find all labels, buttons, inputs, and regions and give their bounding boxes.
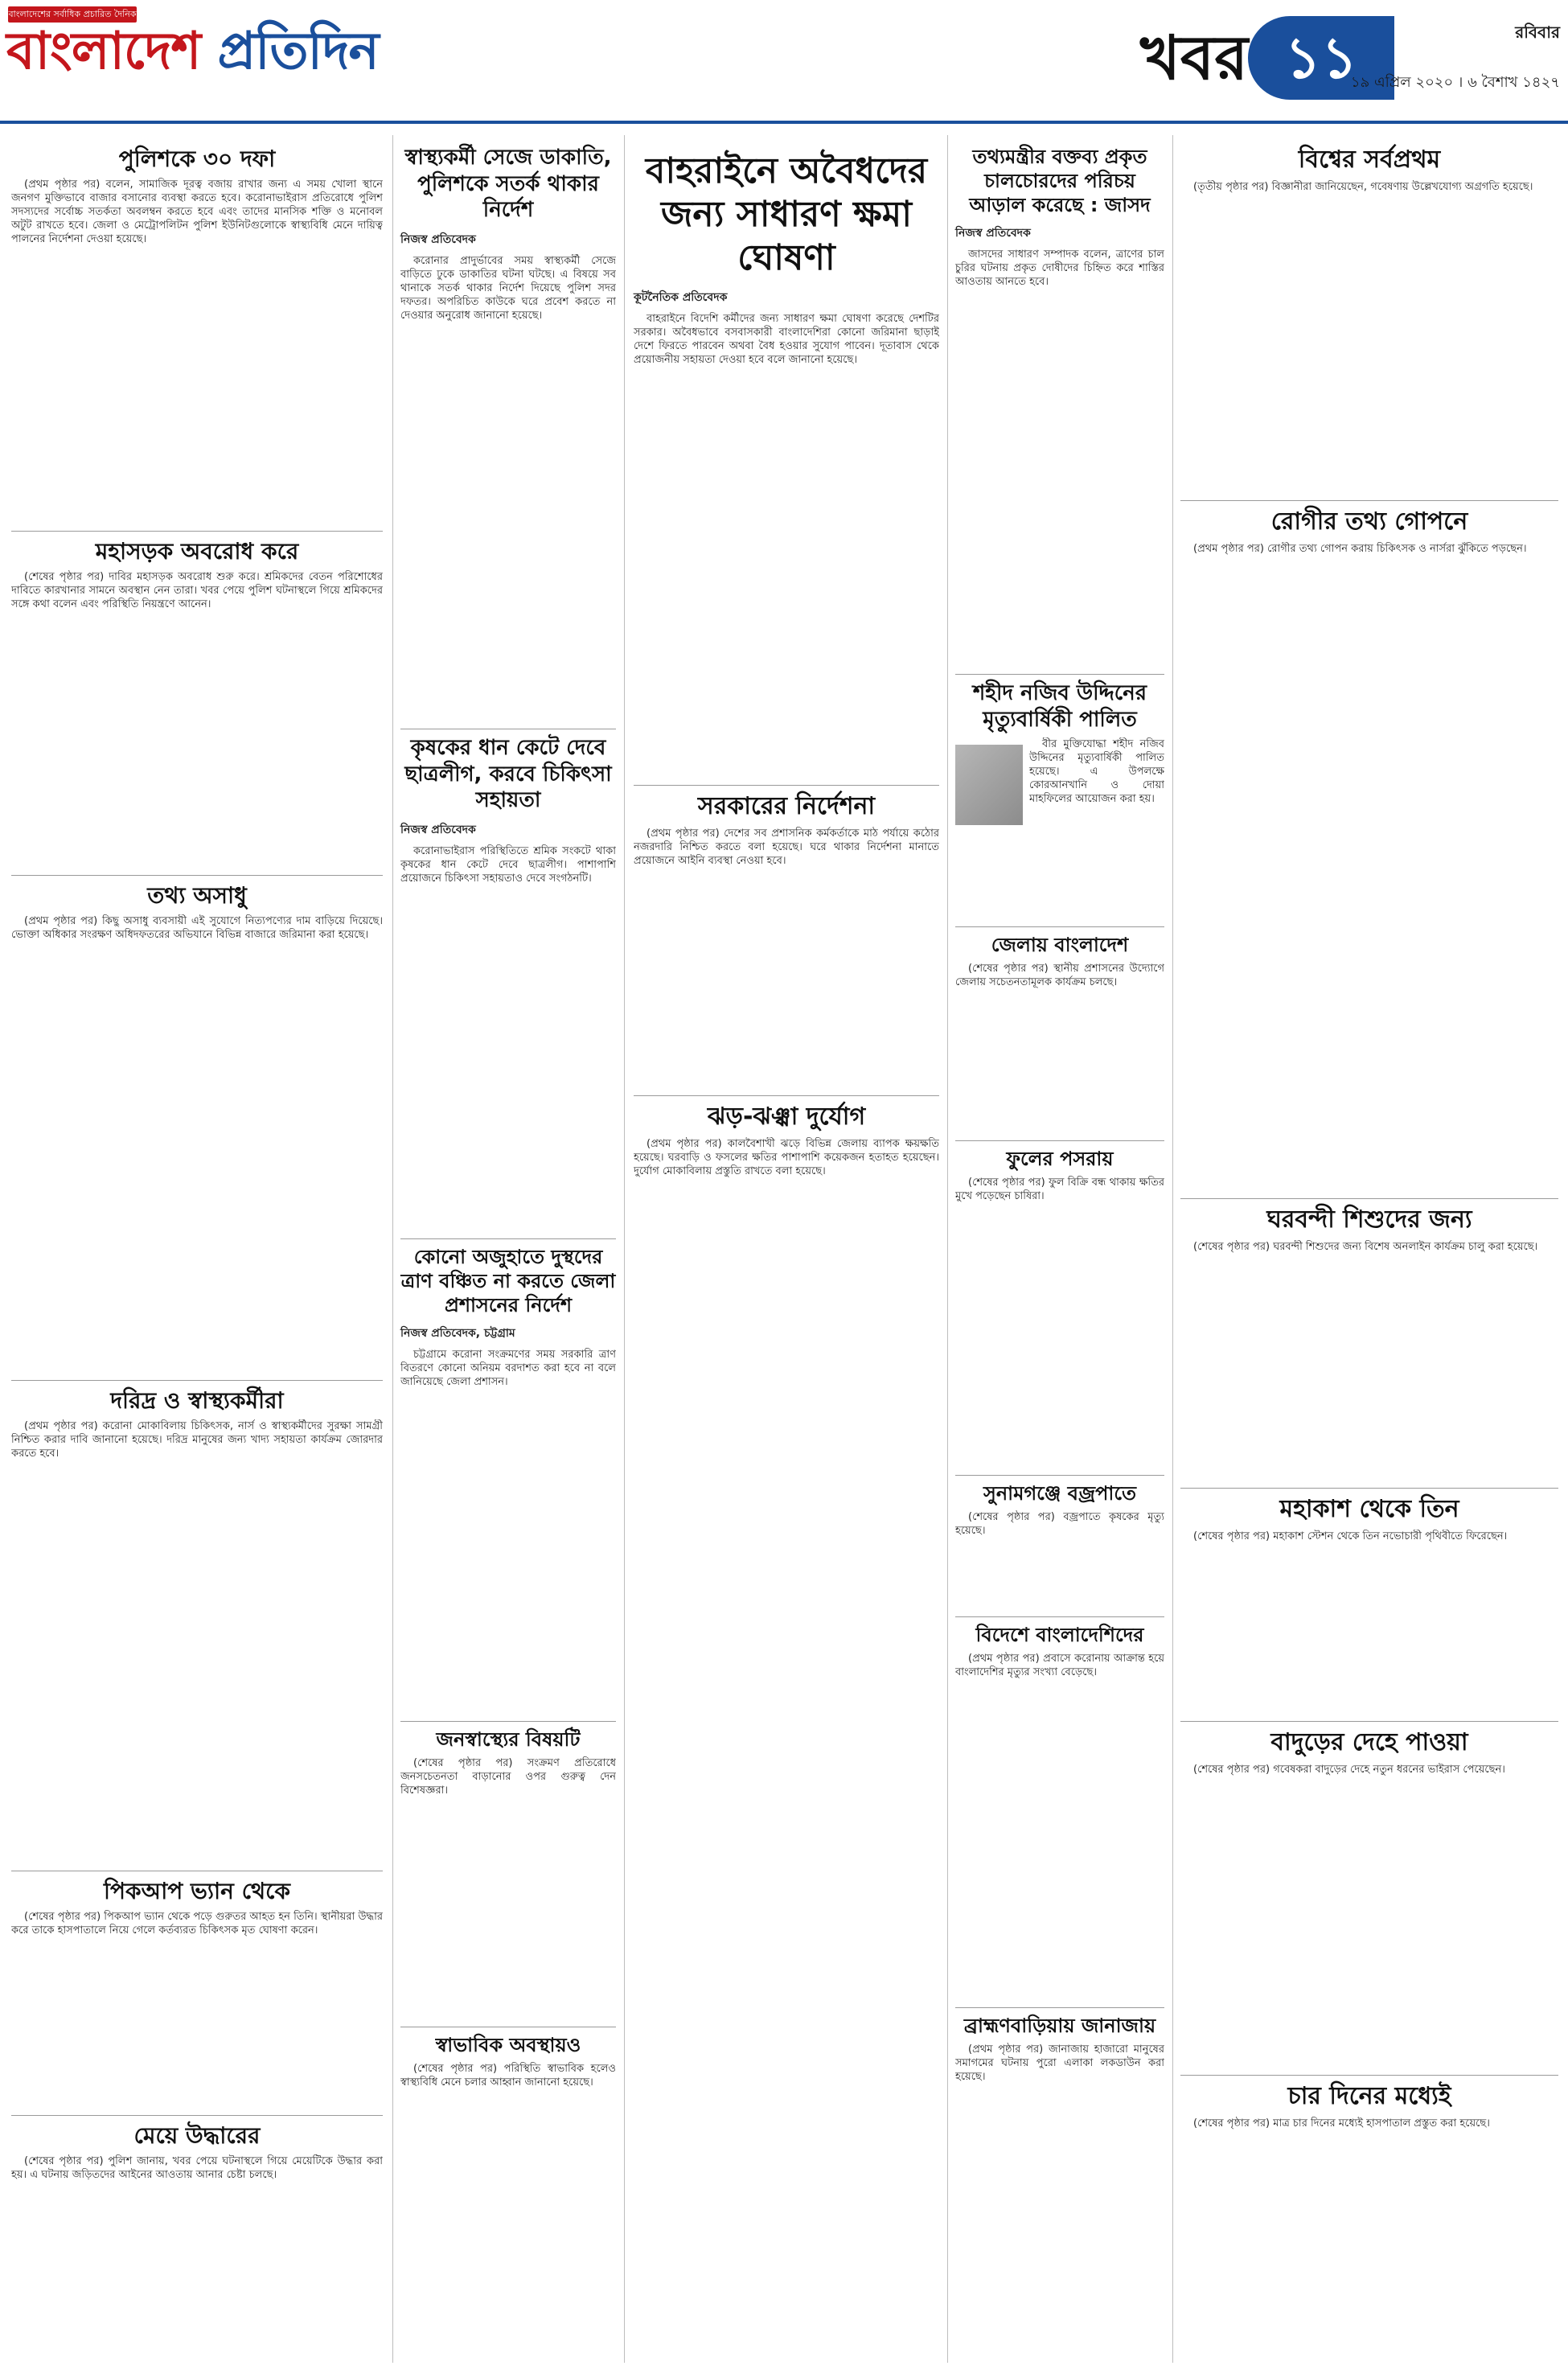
headline[interactable]: স্বাস্থ্যকর্মী সেজে ডাকাতি, পুলিশকে সতর্ক থাকার নির্দেশ — [404, 146, 612, 222]
article-patient-info — [1180, 507, 1558, 1193]
divider — [1180, 500, 1558, 501]
article-body — [11, 178, 383, 548]
divider — [955, 674, 1164, 675]
paragraph: (শেষের পৃষ্ঠার পর) পুলিশ জানায়, খবর পেয়ে ঘটনাস্থলে গিয়ে মেয়েটিকে উদ্ধার করা হয়। এ ঘটনায় জড়িতদের আইনের আওতায় আনার চেষ্টা চলছে। — [11, 2155, 383, 2181]
headline[interactable]: চার দিনের মধ্যেই — [1287, 2082, 1451, 2110]
headline[interactable]: পুলিশকে ৩০ দফা — [118, 146, 276, 172]
article-body — [1180, 1763, 1558, 2068]
article-body — [955, 248, 1164, 650]
divider — [955, 1140, 1164, 1141]
headline[interactable]: বিদেশে বাংলাদেশিদের — [975, 1624, 1144, 1646]
divider — [400, 1238, 616, 1239]
paragraph: (শেষের পৃষ্ঠার পর) গবেষকরা বাদুড়ের দেহে নতুন ধরনের ভাইরাস পেয়েছেন। — [1193, 1763, 1505, 1776]
article-body — [400, 254, 616, 721]
article-pickup — [11, 1877, 383, 2111]
paragraph: (প্রথম পৃষ্ঠার পর) দেশের সব প্রশাসনিক কর্মকর্তাকে মাঠ পর্যায়ে কঠোর নজরদারি নিশ্চিত করতে বলা হয়েছে। ঘরে থাকার নির্দেশনা মানাতে প্রয়োজনে আইনি ব্যবস্থা নেওয়া হবে। — [634, 827, 939, 867]
paragraph: (শেষের পৃষ্ঠার পর) ঘরবন্দী শিশুদের জন্য বিশেষ অনলাইন কার্যক্রম চালু করা হয়েছে। — [1193, 1240, 1538, 1253]
article-body — [11, 914, 383, 1381]
article-govt-directive — [634, 791, 939, 1092]
headline[interactable]: ঘরবন্দী শিশুদের জন্য — [1266, 1205, 1472, 1234]
logo-part-2: প্রতিদিন — [217, 21, 379, 81]
article-four-days — [1180, 2081, 1558, 2358]
page-number-badge: ১১ — [1248, 16, 1394, 100]
paragraph: (প্রথম পৃষ্ঠার পর) প্রবাসে করোনায় আক্রান্ত হয়ে বাংলাদেশির মৃত্যুর সংখ্যা বেড়েছে। — [955, 1653, 1164, 1678]
article-flowers — [955, 1147, 1164, 1465]
article-health-worker-robbery — [400, 145, 616, 721]
paragraph: (প্রথম পৃষ্ঠার পর) বলেন, সামাজিক দূরত্ব বজায় রাখার জন্য এ সময় খোলা স্থানে জনগণ মুক্তিভাবে বাজার বসানোর ব্যবস্থা করতে হবে। করোনাভাইরাস প্রতিরোধে পুলিশ সদস্যদের সর্বোচ্চ সতর্কতা অবলম্বন করতে হবে এবং তাদের মানসিক শক্তি ও মনোবল অটুট রাখতে হবে। জেলা ও মেট্রোপলিটন পুলিশ ইউনিটগুলোকে স্বাস্থ্যবিধি মেনে দায়িত্ব পালনের নির্দেশনা দেওয়া হয়েছে। — [11, 179, 383, 245]
article-body — [1180, 180, 1558, 494]
article-body — [634, 1137, 939, 2360]
article-body — [1180, 1530, 1558, 1715]
divider — [11, 531, 383, 532]
article-sunamganj — [955, 1481, 1164, 1607]
paragraph: (শেষের পৃষ্ঠার পর) মাত্র চার দিনের মধ্যেই হাসপাতাল প্রস্তুত করা হয়েছে। — [1193, 2117, 1490, 2130]
article-relief-warning — [400, 1245, 616, 1670]
article-body — [634, 827, 939, 1092]
article-body — [11, 1419, 383, 1870]
article-body — [955, 1652, 1164, 1998]
paragraph: (শেষের পৃষ্ঠার পর) পরিস্থিতি স্বাভাবিক হলেও স্বাস্থ্যবিধি মেনে চলার আহ্বান জানানো হয়েছে। — [400, 2063, 616, 2089]
divider — [1180, 1198, 1558, 1199]
section-name: খবর — [1140, 22, 1249, 93]
divider — [1180, 1488, 1558, 1489]
article-body — [1180, 1240, 1558, 1481]
article-bat — [1180, 1727, 1558, 2068]
article-funeral — [955, 2014, 1164, 2356]
article-body — [1180, 542, 1558, 1193]
headline[interactable]: দরিদ্র ও স্বাস্থ্যকর্মীরা — [110, 1387, 284, 1414]
headline[interactable]: বিশ্বের সর্বপ্রথম — [1298, 146, 1441, 174]
headline[interactable]: কোনো অজুহাতে দুস্থদের ত্রাণ বঞ্চিত না করতে জেলা প্রশাসনের নির্দেশ — [400, 1246, 616, 1316]
article-farmer-rice — [400, 735, 616, 1206]
divider — [400, 1721, 616, 1722]
paragraph: (শেষের পৃষ্ঠার পর) পিকআপ ভ্যান থেকে পড়ে গুরুতর আহত হন তিনি। স্থানীয়রা উদ্ধার করে তাকে হাসপাতালে নিয়ে গেলে কর্তব্যরত চিকিৎসক মৃত ঘোষণা করেন। — [11, 1911, 383, 1937]
headline[interactable]: সুনামগঞ্জে বজ্রপাতে — [983, 1482, 1137, 1505]
article-body — [955, 1176, 1164, 1465]
paragraph: (তৃতীয় পৃষ্ঠার পর) বিজ্ঞানীরা জানিয়েছেন, গবেষণায় উল্লেখযোগ্য অগ্রগতি হয়েছে। — [1193, 180, 1533, 193]
paragraph: (শেষের পৃষ্ঠার পর) মহাকাশ স্টেশন থেকে তিন নভোচারী পৃথিবীতে ফিরেছেন। — [1193, 1530, 1508, 1542]
article-space — [1180, 1494, 1558, 1715]
paragraph: করোনাভাইরাস পরিস্থিতিতে শ্রমিক সংকটে থাকা কৃষকের ধান কেটে দেবে ছাত্রলীগ। পাশাপাশি প্রয়োজনে চিকিৎসা সহায়তাও দেবে সংগঠনটি। — [400, 844, 616, 885]
headline[interactable]: মহাকাশ থেকে তিন — [1279, 1495, 1459, 1523]
article-body — [955, 1510, 1164, 1607]
headline[interactable]: মহাসড়ক অবরোধ করে — [95, 538, 299, 565]
divider — [1180, 1721, 1558, 1722]
logo-part-1: বাংলাদেশ — [6, 21, 218, 81]
article-shaheed — [955, 680, 1164, 922]
paragraph: (প্রথম পৃষ্ঠার পর) জানাজায় হাজারো মানুষের সমাগমের ঘটনায় পুরো এলাকা লকডাউন করা হয়েছে। — [955, 2043, 1164, 2083]
divider — [1180, 2075, 1558, 2076]
byline: নিজস্ব প্রতিবেদক — [955, 227, 1031, 240]
article-body — [400, 1756, 616, 2022]
column-divider — [1172, 135, 1173, 2363]
divider — [11, 875, 383, 876]
masthead — [0, 0, 1568, 138]
portrait-photo — [955, 745, 1023, 825]
headline[interactable]: তথ্য অসাধু — [147, 882, 247, 909]
article-body — [634, 312, 939, 827]
column-divider — [392, 135, 393, 2363]
paragraph: করোনার প্রাদুর্ভাবের সময় স্বাস্থ্যকর্মী সেজে বাড়িতে ঢুকে ডাকাতির ঘটনা ঘটছে। এ বিষয়ে সব থানাকে সতর্ক থাকার নির্দেশ দিয়েছে পুলিশ সদর দফতর। অপরিচিত কাউকে ঘরে প্রবেশ করতে না দেওয়ার অনুরোধ জানানো হয়েছে। — [400, 254, 616, 322]
divider — [11, 1380, 383, 1381]
paragraph: বাহরাইনে বিদেশি কর্মীদের জন্য সাধারণ ক্ষমা ঘোষণা করেছে দেশটির সরকার। অবৈধভাবে বসবাসকারী বাংলাদেশিরা কোনো জরিমানা ছাড়াই দেশে ফিরতে পারবেন অথবা বৈধ হওয়ার সুযোগ পাবেন। দূতাবাস থেকে প্রয়োজনীয় সহায়তা দেওয়া হবে বলে জানানো হয়েছে। — [634, 313, 939, 366]
paragraph: (শেষের পৃষ্ঠার পর) বজ্রপাতে কৃষকের মৃত্যু হয়েছে। — [955, 1511, 1164, 1537]
headline[interactable]: জনস্বাস্থ্যের বিষয়টি — [436, 1728, 581, 1751]
article-storm — [634, 1102, 939, 2360]
article-bahrain — [634, 150, 939, 827]
masthead-rule — [0, 121, 1568, 124]
article-highway — [11, 537, 383, 876]
paragraph: (প্রথম পৃষ্ঠার পর) করোনা মোকাবিলায় চিকিৎসক, নার্স ও স্বাস্থ্যকর্মীদের সুরক্ষা সামগ্রী নিশ্চিত করার দাবি জানানো হয়েছে। দরিদ্র মানুষের জন্য খাদ্য সহায়তা কার্যক্রম জোরদার করতে হবে। — [11, 1420, 383, 1460]
headline[interactable]: ব্রাহ্মণবাড়িয়ায় জানাজায় — [963, 2015, 1156, 2037]
headline[interactable]: ফুলের পসরায় — [1006, 1148, 1114, 1170]
article-rice-thieves — [955, 145, 1164, 650]
byline: কূটনৈতিক প্রতিবেদক — [634, 291, 728, 304]
headline[interactable]: ঝড়-ঝঞ্ঝা দুর্যোগ — [707, 1103, 866, 1131]
article-body — [11, 570, 383, 876]
lead-headline[interactable]: বাহরাইনে অবৈধদের জন্য সাধারণ ক্ষমা ঘোষণা — [645, 150, 928, 278]
paragraph: (শেষের পৃষ্ঠার পর) ফুল বিক্রি বন্ধ থাকায় ক্ষতির মুখে পড়েছেন চাষিরা। — [955, 1177, 1164, 1202]
divider — [634, 1095, 939, 1096]
headline[interactable]: জেলায় বাংলাদেশ — [991, 934, 1129, 956]
article-poor-health — [11, 1386, 383, 1870]
divider — [955, 926, 1164, 927]
article-public-health — [400, 1727, 616, 2022]
paragraph: চট্টগ্রামে করোনা সংক্রমণের সময় সরকারি ত্রাণ বিতরণে কোনো অনিয়ম বরদাশত করা হবে না বলে জানিয়েছে জেলা প্রশাসন। — [400, 1349, 616, 1388]
date-line: ১৯ এপ্রিল ২০২০ । ৬ বৈশাখ ১৪২৭ — [1350, 74, 1560, 91]
paragraph: (শেষের পৃষ্ঠার পর) সংক্রমণ প্রতিরোধে জনসচেতনতা বাড়ানোর ওপর গুরুত্ব দেন বিশেষজ্ঞরা। — [400, 1757, 616, 1797]
paragraph: (শেষের পৃষ্ঠার পর) স্থানীয় প্রশাসনের উদ্যোগে জেলায় সচেতনতামূলক কার্যক্রম চলছে। — [955, 963, 1164, 988]
newspaper-logo[interactable] — [6, 23, 379, 80]
article-children — [1180, 1205, 1558, 1481]
headline[interactable]: পিকআপ ভ্যান থেকে — [104, 1878, 290, 1904]
paragraph: জাসদের সাধারণ সম্পাদক বলেন, ত্রাণের চাল চুরির ঘটনায় প্রকৃত দোষীদের চিহ্নিত করে শাস্তির আওতায় আনতে হবে। — [955, 248, 1164, 288]
article-body — [11, 2154, 383, 2356]
byline: নিজস্ব প্রতিবেদক — [400, 823, 476, 836]
paragraph: (শেষের পৃষ্ঠার পর) দাবির মহাসড়ক অবরোধ শুরু করে। শ্রমিকদের বেতন পরিশোধের দাবিতে কারখানার সামনে অবস্থান নেন তারা। খবর পেয়ে পুলিশ ঘটনাস্থলে গিয়ে শ্রমিকদের সঙ্গে কথা বলেন এবং পরিস্থিতি নিয়ন্ত্রণে আনেন। — [11, 571, 383, 610]
article-body — [11, 1910, 383, 2111]
article-body — [400, 2062, 616, 2351]
article-police-30 — [11, 145, 383, 548]
headline[interactable]: সরকারের নির্দেশনা — [697, 792, 876, 820]
article-girl-rescue — [11, 2121, 383, 2356]
headline[interactable]: মেয়ে উদ্ধারের — [133, 2122, 261, 2149]
divider — [11, 2115, 383, 2116]
article-normal-state — [400, 2033, 616, 2351]
headline[interactable]: স্বাভাবিক অবস্থায়ও — [435, 2034, 581, 2056]
article-body — [400, 1348, 616, 1670]
paragraph: বীর মুক্তিযোদ্ধা শহীদ নজিব উদ্দিনের মৃত্যুবার্ষিকী পালিত হয়েছে। এ উপলক্ষে কোরআনখানি ও দোয়া মাহফিলের আয়োজন করা হয়। — [1029, 738, 1164, 805]
headline[interactable]: বাদুড়ের দেহে পাওয়া — [1270, 1728, 1468, 1756]
article-world-first — [1180, 145, 1558, 494]
article-body — [955, 962, 1164, 1131]
headline[interactable]: রোগীর তথ্য গোপনে — [1270, 507, 1468, 536]
headline[interactable]: তথ্যমন্ত্রীর বক্তব্য প্রকৃত চালচোরদের পরিচয় আড়াল করেছে : জাসদ — [969, 146, 1151, 216]
headline[interactable]: কৃষকের ধান কেটে দেবে ছাত্রলীগ, করবে চিকিৎসা সহায়তা — [404, 736, 612, 812]
divider — [955, 1616, 1164, 1617]
byline: নিজস্ব প্রতিবেদক — [400, 232, 476, 246]
byline: নিজস্ব প্রতিবেদক, চট্টগ্রাম — [400, 1327, 515, 1340]
paragraph: (প্রথম পৃষ্ঠার পর) রোগীর তথ্য গোপন করায় চিকিৎসক ও নার্সরা ঝুঁকিতে পড়ছেন। — [1193, 542, 1527, 555]
divider — [955, 2007, 1164, 2008]
article-dishonest — [11, 881, 383, 1381]
day-name: রবিবার — [1515, 23, 1560, 42]
divider — [634, 785, 939, 786]
divider — [955, 1475, 1164, 1476]
paragraph: (প্রথম পৃষ্ঠার পর) কালবৈশাখী ঝড়ে বিভিন্ন জেলায় ব্যাপক ক্ষয়ক্ষতি হয়েছে। ঘরবাড়ি ও ফসলের ক্ষতির পাশাপাশি কয়েকজন হতাহত হয়েছেন। দুর্যোগ মোকাবিলায় প্রস্তুতি রাখতে বলা হয়েছে। — [634, 1137, 939, 1177]
column-divider — [624, 135, 625, 2363]
article-body — [955, 2043, 1164, 2356]
paragraph: (প্রথম পৃষ্ঠার পর) কিছু অসাধু ব্যবসায়ী এই সুযোগে নিত্যপণ্যের দাম বাড়িয়ে দিয়েছে। ভোক্তা অধিকার সংরক্ষণ অধিদফতরের অভিযানে বিভিন্ন বাজারে জরিমানা করা হয়েছে। — [11, 915, 383, 941]
article-body — [400, 844, 616, 1206]
column-divider — [947, 135, 948, 2363]
headline[interactable]: শহীদ নজিব উদ্দিনের মৃত্যুবার্ষিকী পালিত — [972, 681, 1147, 732]
masthead-tagline: বাংলাদেশের সর্বাধিক প্রচারিত দৈনিক — [8, 6, 137, 23]
article-body — [1180, 2117, 1558, 2358]
article-abroad — [955, 1623, 1164, 1998]
article-district — [955, 933, 1164, 1131]
